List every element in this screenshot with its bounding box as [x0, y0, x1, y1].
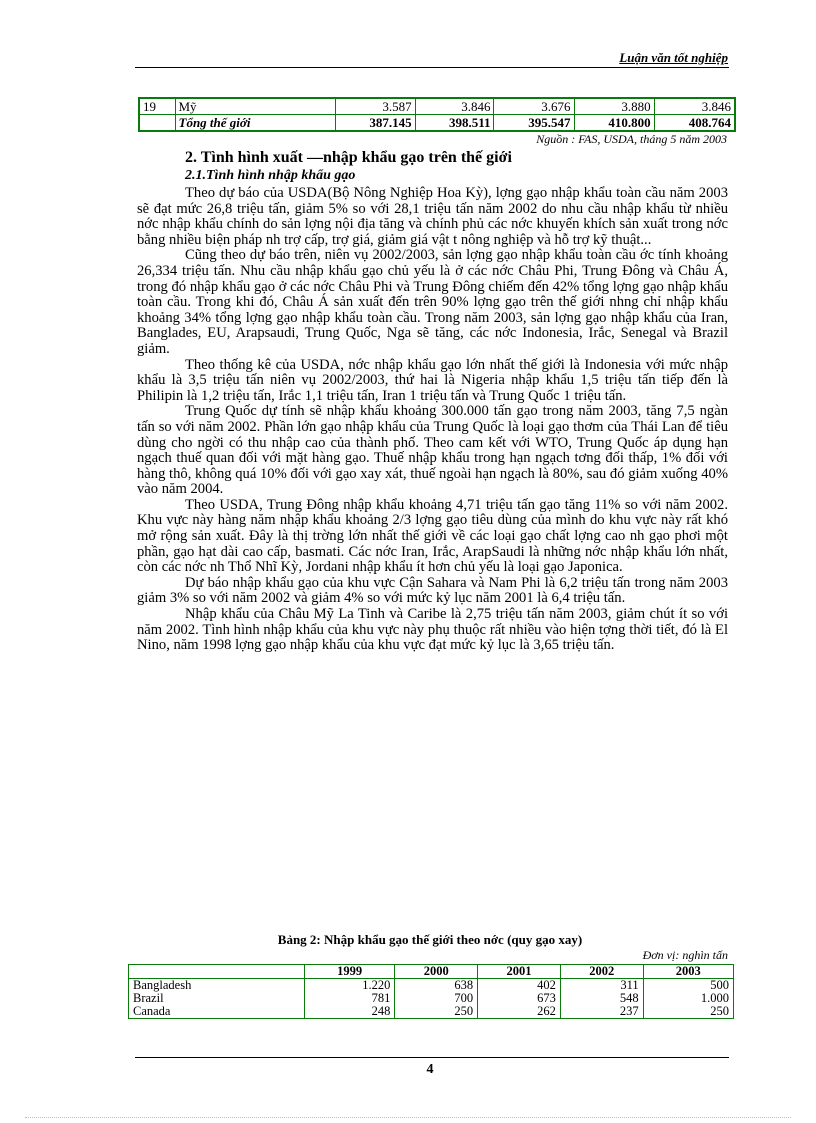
paragraph: Nhập khẩu của Châu Mỹ La Tinh và Caribe là 2,75 triệu tấn năm 2003, giảm chút ít so với năm 2002. Tình hình nhập khẩu của khu vực này phụ thuộc rất nhiều vào hiện tợng thời tiết, đó là El Nino, năm 1998 lợng gạo nhập khẩu của khu vực đạt mức kỷ lục là 3,65 triệu tấn. [137, 606, 728, 654]
table-row [129, 992, 734, 1005]
value-cell: 3.846 [654, 98, 735, 115]
value-cell: 3.846 [415, 98, 494, 115]
table-row-total [139, 115, 735, 132]
header-rule [135, 67, 729, 68]
value-cell: 638 [395, 979, 478, 993]
value-cell: 248 [305, 1005, 395, 1019]
source-note: Nguồn : FAS, USDA, tháng 5 năm 2003 [536, 132, 727, 146]
total-value: 387.145 [335, 115, 415, 132]
table-header-row [129, 965, 734, 979]
row-number [139, 115, 175, 132]
paragraph: Trung Quốc dự tính sẽ nhập khẩu khoảng 300.000 tấn gạo trong năm 2003, tăng 7,5 ngàn tấn so với năm 2002. Phần lớn gạo nhập khẩu của Trung Quốc là loại gạo thơm của Thái Lan để tiêu dùng cho ngời có thu nhập cao của thành phố. Theo cam kết với WTO, Trung Quốc áp dụng hạn ngạch thuế quan đối với mặt hàng gạo. Thuế nhập khẩu trong hạn ngạch tơng đối thấp, 1% đối với hàng thô, không quá 10% đối với gạo xay xát, thuế ngoài hạn ngạch là 80%, sau đó giảm xuống 40% vào năm 2004. [137, 403, 728, 498]
running-header-title: Luận văn tốt nghiệp [619, 50, 728, 65]
value-cell: 262 [478, 1005, 561, 1019]
total-value: 410.800 [574, 115, 654, 132]
value-cell: 1.220 [305, 979, 395, 993]
table-row [129, 1005, 734, 1019]
country-cell: Canada [129, 1005, 305, 1019]
value-cell: 3.676 [494, 98, 574, 115]
subsection-heading: 2.1.Tình hình nhập khẩu gạo [185, 168, 356, 183]
value-cell: 700 [395, 992, 478, 1005]
import-by-country-table [128, 964, 734, 1019]
paragraph: Theo thống kê của USDA, nớc nhập khẩu gạo lớn nhất thế giới là Indonesia với mức nhập khẩu là 3,5 triệu tấn niên vụ 2002/2003, thứ hai là Nigeria nhập khẩu 1,5 triệu tấn tiếp đến là Philipin là 1,2 triệu tấn, Irắc 1,1 triệu tấn, Iran 1 triệu tấn và Trung Quốc 1 triệu tấn. [137, 356, 728, 404]
value-cell: 3.880 [574, 98, 654, 115]
country-cell: Mỹ [175, 98, 335, 115]
value-cell: 402 [478, 979, 561, 993]
total-value: 398.511 [415, 115, 494, 132]
footer-rule [135, 1057, 729, 1058]
country-cell: Brazil [129, 992, 305, 1005]
total-value: 408.764 [654, 115, 735, 132]
value-cell: 673 [478, 992, 561, 1005]
top-country-table [138, 97, 736, 132]
value-cell: 250 [395, 1005, 478, 1019]
paragraph: Theo dự báo của USDA(Bộ Nông Nghiệp Hoa Kỳ), lợng gạo nhập khẩu toàn cầu năm 2003 sẽ đạt mức 26,8 triệu tấn, giảm 5% so với 28,1 triệu tấn năm 2002 do nhu cầu nhập khẩu từ nhiều nớc nhập khẩu chính do sản lợng nội địa tăng và chính phủ các nớc khuyến khích sản xuất trong nớc bằng nhiều biện pháp nh trợ cấp, trợ giá, giảm giá vật t nông nghiệp và hỗ trợ kỹ thuật... [137, 185, 728, 248]
table-row [139, 98, 735, 115]
section-heading: 2. Tình hình xuất —nhập khẩu gạo trên thế giới [185, 149, 512, 166]
country-cell: Bangladesh [129, 979, 305, 993]
row-number: 19 [139, 98, 175, 115]
total-value: 395.547 [494, 115, 574, 132]
paragraph: Cũng theo dự báo trên, niên vụ 2002/2003, sản lợng gạo nhập khẩu toàn cầu ớc tính khoảng 26,334 triệu tấn. Nhu cầu nhập khẩu gạo chủ yếu là ở các nớc Châu Phi, Trung Đông và Châu Á, trong đó nhập khẩu gạo ở các nớc Châu Phi và Trung Đông chiếm đến 42% tổng lợng gạo nhập khẩu toàn cầu. Trong khi đó, Châu Á sản xuất đến trên 90% lợng gạo trên thế giới nhng chỉ nhập khẩu khoảng 34% tổng lợng gạo nhập khẩu toàn cầu. Trong năm 2003, sản lợng gạo nhập khẩu của Iran, Banglades, EU, Arapsaudi, Trung Quốc, Nga sẽ tăng, các nớc Indonesia, Irắc, Senegal và Brazil giảm. [137, 247, 728, 357]
body-text [137, 186, 728, 654]
value-cell: 250 [643, 1005, 733, 1019]
value-cell: 548 [560, 992, 643, 1005]
column-header: 1999 [305, 965, 395, 979]
table-unit: Đơn vị: nghìn tấn [642, 948, 728, 962]
value-cell: 237 [560, 1005, 643, 1019]
paragraph: Theo USDA, Trung Đông nhập khẩu khoảng 4,71 triệu tấn gạo tăng 11% so với năm 2002. Khu vực này hàng năm nhập khẩu khoảng 2/3 lợng gạo tiêu dùng của mình do khu vực này rất khó mở rộng sản xuất. Đây là thị trờng lớn nhất thế giới về các loại gạo chất lợng cao nh gạo phơi một phần, gạo hạt dài cao cấp, basmati. Các nớc Iran, Irắc, ArapSaudi là những nớc nhập khẩu lớn nhất, còn các nớc nh Thổ Nhĩ Kỳ, Jordani nhập khẩu ít hơn chủ yếu là loại gạo Japonica. [137, 496, 728, 576]
page-number: 4 [426, 1062, 434, 1077]
column-header: 2001 [478, 965, 561, 979]
table-row [129, 979, 734, 993]
value-cell: 3.587 [335, 98, 415, 115]
column-header: 2002 [560, 965, 643, 979]
table-caption: Bảng 2: Nhập khẩu gạo thế giới theo nớc (quy gạo xay) [277, 932, 583, 947]
column-header: 2000 [395, 965, 478, 979]
value-cell: 1.000 [643, 992, 733, 1005]
column-header [129, 965, 305, 979]
paragraph: Dự báo nhập khẩu gạo của khu vực Cận Sahara và Nam Phi là 6,2 triệu tấn trong năm 2003 giảm 3% so với năm 2002 và giảm 4% so với mức kỷ lục năm 2001 là 6,4 triệu tấn. [137, 574, 728, 607]
page-edge-dots [25, 1117, 791, 1118]
value-cell: 500 [643, 979, 733, 993]
total-label: Tổng thế giới [175, 115, 335, 132]
column-header: 2003 [643, 965, 733, 979]
value-cell: 311 [560, 979, 643, 993]
value-cell: 781 [305, 992, 395, 1005]
